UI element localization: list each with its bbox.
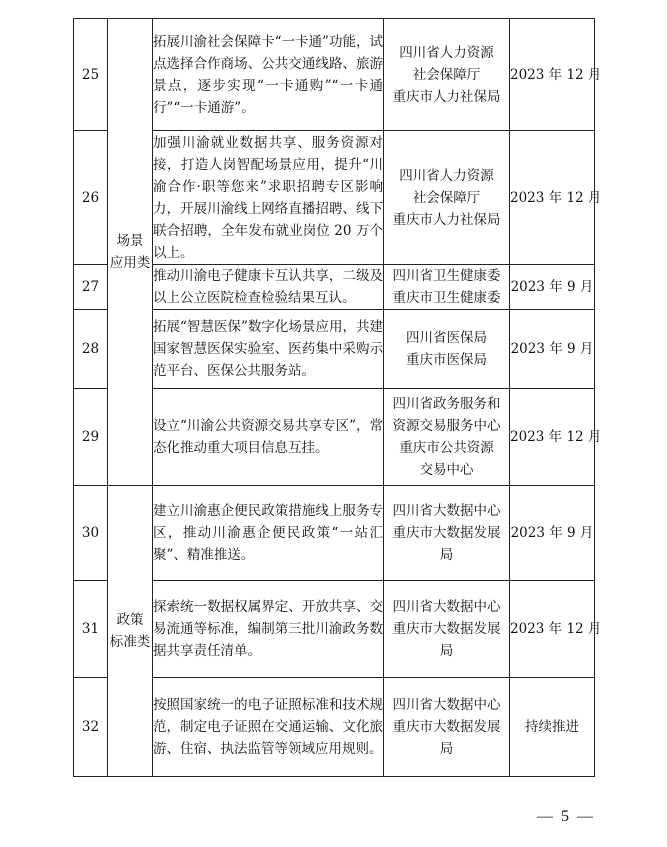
task-description: 拓展川渝社会保障卡“一卡通”功能，试点选择合作商场、公共交通线路、旅游景点，逐步实现“一卡通购”“一卡通行”“一卡通游”。 [153,19,384,131]
deadline: 2023 年 12 月 [510,131,595,265]
table-row [74,486,595,581]
dept-line: 四川省大数据中心 [392,599,501,615]
deadline: 持续推进 [510,678,595,777]
dept-line: 四川省人力资源 [399,167,494,184]
task-description: 加强川渝就业数据共享、服务资源对接，打造人岗智配场景应用，提升“川渝合作·职等您来”求职招聘专区影响力，开展川渝线上网络直播招聘、线下联合招聘，全年发布就业岗位 20 万个以上。 [153,131,384,265]
table-row [74,310,595,389]
category-label-line: 场景 [116,233,144,249]
responsible-dept [384,486,510,581]
table-row [74,678,595,777]
table-row [74,581,595,678]
dept-line: 社会保障厅 [412,66,481,83]
dept-line: 局 [439,643,454,659]
responsible-dept [384,581,510,678]
deadline: 2023 年 12 月 [510,389,595,486]
dept-line: 四川省医保局 [406,330,487,346]
category-cell [108,19,153,486]
dept-line: 重庆市大数据发展 [392,621,501,637]
responsible-dept [384,131,510,265]
table-row [74,131,595,265]
dept-line: 重庆市人力社保局 [392,211,501,228]
row-number: 26 [74,131,108,265]
row-number: 25 [74,19,108,131]
category-label-line: 应用类 [109,255,151,271]
task-description: 按照国家统一的电子证照标准和技术规范，制定电子证照在交通运输、文化旅游、住宿、执法监管等领域应用规则。 [153,678,384,777]
row-number: 29 [74,389,108,486]
dept-line: 重庆市卫生健康委 [392,290,501,306]
deadline: 2023 年 9 月 [510,486,595,581]
dept-line: 重庆市大数据发展 [392,525,501,541]
dept-line: 四川省大数据中心 [392,503,501,519]
dept-line: 局 [439,547,454,563]
deadline: 2023 年 12 月 [510,581,595,678]
task-table [73,18,602,777]
responsible-dept [384,265,510,310]
row-number: 31 [74,581,108,678]
task-description: 建立川渝惠企便民政策措施线上服务专区，推动川渝惠企便民政策“一站汇聚”、精准推送。 [153,486,384,581]
category-label-line: 标准类 [109,634,151,650]
table-row [74,389,595,486]
dept-line: 社会保障厅 [412,189,481,206]
deadline: 2023 年 12 月 [510,19,595,131]
responsible-dept [384,19,510,131]
category-label-line: 政策 [116,612,144,628]
dept-line: 交易中心 [419,462,474,478]
dept-line: 资源交易服务中心 [392,418,501,434]
task-description: 拓展“智慧医保”数字化场景应用，共建国家智慧医保实验室、医药集中采购示范平台、医保公共服务站。 [153,310,384,389]
dept-line: 重庆市公共资源 [399,440,494,456]
responsible-dept [384,678,510,777]
dept-line: 重庆市大数据发展 [392,719,501,735]
page-number: — 5 — [537,808,595,825]
task-description: 探索统一数据权属界定、开放共享、交易流通等标准，编制第三批川渝政务数据共享责任清单。 [153,581,384,678]
dept-line: 四川省卫生健康委 [392,268,501,284]
task-description: 设立“川渝公共资源交易共享专区”，常态化推动重大项目信息互挂。 [153,389,384,486]
dept-line: 局 [439,741,454,757]
dept-line: 四川省大数据中心 [392,697,501,713]
row-number: 27 [74,265,108,310]
table-row [74,19,595,131]
row-number: 32 [74,678,108,777]
responsible-dept [384,389,510,486]
responsible-dept [384,310,510,389]
deadline: 2023 年 9 月 [510,310,595,389]
dept-line: 四川省人力资源 [399,44,494,61]
dept-line: 四川省政务服务和 [392,396,501,412]
task-description: 推动川渝电子健康卡互认共享，二级及以上公立医院检查检验结果互认。 [153,265,384,310]
row-number: 30 [74,486,108,581]
dept-line: 重庆市人力社保局 [392,88,501,105]
dept-line: 重庆市医保局 [406,352,487,368]
category-cell [108,486,153,777]
table-row [74,265,595,310]
deadline: 2023 年 9 月 [510,265,595,310]
row-number: 28 [74,310,108,389]
